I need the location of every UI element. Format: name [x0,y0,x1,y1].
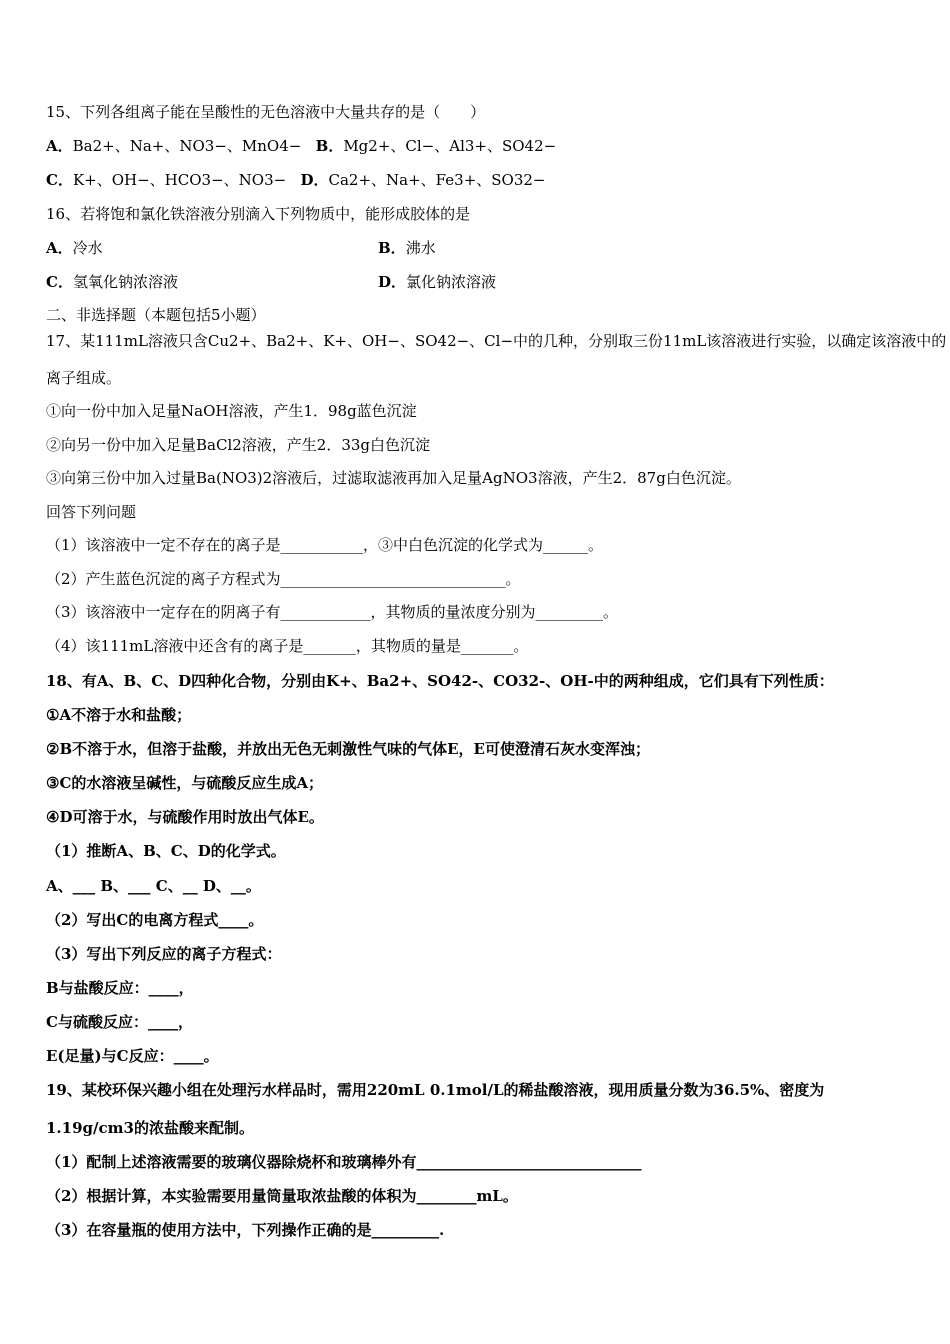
q16-stem: 16、若将饱和氯化铁溶液分别滴入下列物质中，能形成胶体的是 [46,205,471,223]
q16-options-ab [46,238,906,258]
q17-step1: ①向一份中加入足量NaOH溶液，产生1．98g蓝色沉淀 [46,402,417,420]
q17-stem-line2: 离子组成。 [46,369,122,387]
q16-options-cd [46,272,906,292]
q18-sub3: （3）写出下列反应的离子方程式： [46,945,282,963]
q17-sub3: （3）该溶液中一定存在的阴离子有____________，其物质的量浓度分别为_________。 [46,603,619,621]
q17-step2: ②向另一份中加入足量BaCl2溶液，产生2．33g白色沉淀 [46,436,431,454]
q17-step3: ③向第三份中加入过量Ba(NO3)2溶液后，过滤取滤液再加入足量AgNO3溶液，产生2．87g白色沉淀。 [46,469,741,487]
q17-sub2: （2）产生蓝色沉淀的离子方程式为______________________________。 [46,570,521,588]
q19-sub3: （3）在容量瓶的使用方法中，下列操作正确的是_________. [46,1221,445,1239]
q18-property-3: ③C的水溶液呈碱性，与硫酸反应生成A； [46,774,324,792]
q16-option-b-label: B． [378,239,406,257]
q15-option-d-text: Ca2+、Na+、Fe3+、SO32− [328,171,546,189]
q17-stem-line1: 17、某111mL溶液只含Cu2+、Ba2+、K+、OH−、SO42−、Cl−中的几种，分别取三份11mL该溶液进行实验，以确定该溶液中的 [46,332,947,350]
q18-reaction-2: C与硫酸反应：____， [46,1013,193,1031]
q15-option-b-label: B． [315,137,344,155]
q18-reaction-3: E(足量)与C反应：____。 [46,1047,219,1065]
q18-property-1: ①A不溶于水和盐酸； [46,706,192,724]
q18-property-4: ④D可溶于水，与硫酸作用时放出气体E。 [46,808,324,826]
q16-option-c-text: 氢氧化钠浓溶液 [72,273,178,291]
q19-sub2: （2）根据计算，本实验需要用量筒量取浓盐酸的体积为________mL。 [46,1187,518,1205]
q18-stem: 18、有A、B、C、D四种化合物，分别由K+、Ba2+、SO42-、CO32-、OH-中的两种组成，它们具有下列性质： [46,672,834,690]
q17-prompt: 回答下列问题 [46,503,137,521]
q19-stem-line1: 19、某校环保兴趣小组在处理污水样品时，需用220mL 0.1mol/L的稀盐酸溶液，现用质量分数为36.5%、密度为 [46,1081,825,1099]
q15-options-ab [46,136,556,156]
q16-option-b-text: 沸水 [405,239,436,257]
section-2-heading: 二、非选择题（本题包括5小题） [46,306,266,324]
q16-option-d-text: 氯化钠浓溶液 [406,273,497,291]
q18-sub2: （2）写出C的电离方程式____。 [46,911,264,929]
q16-option-a-label: A． [46,239,73,257]
q15-option-b-text: Mg2+、Cl−、Al3+、SO42− [343,137,557,155]
q18-sub1-answer: A、___ B、___ C、__ D、__。 [46,877,261,895]
q15-option-a-label: A． [46,137,73,155]
q15-option-c-text: K+、OH−、HCO3−、NO3− [72,171,287,189]
q15-option-c-label: C． [46,171,73,189]
q15-stem: 15、下列各组离子能在呈酸性的无色溶液中大量共存的是（ ） [46,103,486,121]
q15-option-d-label: D． [300,171,329,189]
q16-option-a-text: 冷水 [72,239,103,257]
q16-option-d-label: D． [378,273,407,291]
q17-sub1: （1）该溶液中一定不存在的离子是___________，③中白色沉淀的化学式为______。 [46,536,604,554]
q19-sub1: （1）配制上述溶液需要的玻璃仪器除烧杯和玻璃棒外有______________________________ [46,1153,642,1171]
q19-stem-line2: 1.19g/cm3的浓盐酸来配制。 [46,1119,254,1137]
q18-property-2: ②B不溶于水，但溶于盐酸，并放出无色无刺激性气味的气体E，E可使澄清石灰水变浑浊； [46,740,650,758]
q16-option-c-label: C． [46,273,73,291]
q18-reaction-1: B与盐酸反应：____， [46,979,194,997]
q18-sub1: （1）推断A、B、C、D的化学式。 [46,842,286,860]
q15-options-cd [46,170,546,190]
q15-option-a-text: Ba2+、Na+、NO3−、MnO4− [72,137,302,155]
q17-sub4: （4）该111mL溶液中还含有的离子是_______，其物质的量是_______。 [46,637,529,655]
